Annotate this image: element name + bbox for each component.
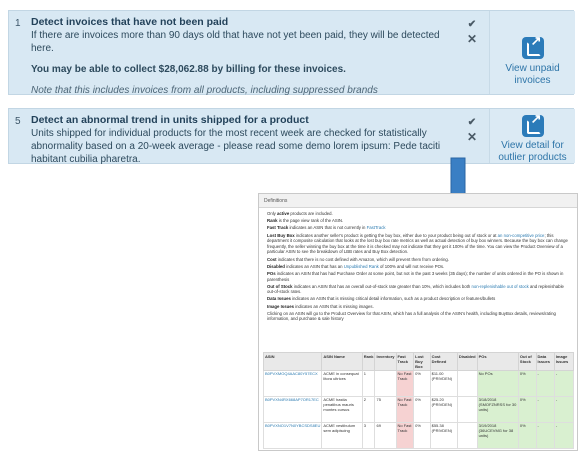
definitions-panel — [258, 193, 578, 451]
table-cell: 0% — [414, 423, 430, 449]
dismiss-icon[interactable]: ✕ — [466, 130, 478, 144]
column-header[interactable]: Fast Track — [396, 353, 414, 371]
table-row — [264, 423, 574, 449]
definition-item: Data Issues indicates an ASIN that is missing critical detail information, such as a product description or features/bullets — [267, 296, 496, 302]
table-cell: ACME in consequat litora ultrices — [322, 371, 362, 397]
suggestion-card-unpaid-invoices — [8, 10, 574, 95]
asin-link[interactable]: B0PVXN4RX668AP7OR17EC — [264, 397, 322, 423]
table-cell: 0% — [518, 371, 536, 397]
table-cell: No Fast Track — [396, 371, 414, 397]
definition-item: POs indicates an ASIN that has had Purchase Order at some point, but not in the past 3 weeks (35 days); the number of units ordered in the PO is shown in parenthesis — [267, 270, 564, 282]
card-number: 5 — [15, 116, 21, 127]
column-header[interactable]: POs — [477, 353, 518, 371]
action-label: View unpaid invoices — [505, 63, 560, 86]
definition-item: Out of Stock indicates an ASIN that has an overall out-of-stock rate greater than 10%, which includes both non-replenishable out of stock and replenishable out-of-stock rates. — [267, 283, 564, 295]
card-title: Detect invoices that have not been paid — [31, 16, 229, 28]
table-cell: 3/19/2018 (36UCEVMG for 38 units) — [477, 423, 518, 449]
asin-link[interactable]: B0PVXMOQ4AAC80Y57ECX — [264, 371, 322, 397]
column-header[interactable]: Inventory — [375, 353, 396, 371]
column-header[interactable]: Lost Buy Box — [414, 353, 430, 371]
definition-item: Clicking on an ASIN will go to the Product Overview for that ASIN, which has a full analysis of the ASIN's health, including BuyBox details, reviews/rating information, and purchase & sale history — [267, 310, 556, 322]
table-cell: 1 — [362, 371, 375, 397]
table-cell — [457, 371, 477, 397]
table-cell: - — [554, 397, 573, 423]
view-outlier-products-button[interactable] — [489, 109, 575, 163]
table-cell: $11.00 (PRIVDEN) — [430, 371, 457, 397]
table-cell: - — [536, 371, 554, 397]
card-number: 1 — [15, 18, 21, 29]
column-header[interactable]: Image Issues — [554, 353, 573, 371]
table-cell — [457, 423, 477, 449]
column-header[interactable]: Out of Stock — [518, 353, 536, 371]
table-cell: 2 — [362, 397, 375, 423]
table-cell: 0% — [414, 397, 430, 423]
view-unpaid-invoices-button[interactable] — [489, 11, 575, 94]
definition-link[interactable]: an non-competitive price — [497, 232, 545, 238]
card-description: If there are invoices more than 90 days old that have not yet been paid, they will be detected here. — [31, 30, 440, 54]
definition-item: Disabled indicates an ASIN that has an Unpublished Rank of 100% and will not receive POs. — [267, 263, 445, 269]
external-link-icon — [522, 37, 544, 59]
table-cell: 3/18/2018 (SMOFZNRSS for 30 units) — [477, 397, 518, 423]
column-header[interactable]: Disabled — [457, 353, 477, 371]
table-cell: No Fast Track — [396, 397, 414, 423]
table-cell: - — [536, 397, 554, 423]
asin-link[interactable]: B0PVXNO1V7N0YBCSDS8EU — [264, 423, 322, 449]
table-cell: - — [554, 423, 573, 449]
table-row — [264, 371, 574, 397]
table-cell: No Fast Track — [396, 423, 414, 449]
table-cell: 0% — [414, 371, 430, 397]
suggestion-card-abnormal-trend — [8, 108, 574, 164]
table-cell: ACME vestibulum sem adipiscing — [322, 423, 362, 449]
table-cell: 69 — [375, 423, 396, 449]
external-link-icon — [522, 115, 544, 137]
table-cell: - — [554, 371, 573, 397]
definition-link[interactable]: FastTrack — [366, 225, 386, 231]
table-cell — [375, 371, 396, 397]
card-title: Detect an abnormal trend in units shipped for a product — [31, 114, 309, 126]
definition-item: Cost indicates that there is no cost defined with Amazon, which will prevent them from ordering. — [267, 256, 450, 262]
card-description: Units shipped for individual products for the most recent week are checked for statistically abnormality based on a 20-week average - please read some demo lorem ipsum: Pede taciti habitant cubilia pharetra. — [31, 128, 441, 165]
definition-link[interactable]: non-replenishable out of stock — [471, 283, 529, 289]
table-cell — [457, 397, 477, 423]
panel-header: Definitions — [259, 194, 577, 208]
column-header[interactable]: Rank — [362, 353, 375, 371]
table-row — [264, 397, 574, 423]
definition-link[interactable]: Unpublished Rank — [343, 263, 379, 269]
column-header[interactable]: ASIN Name — [322, 353, 362, 371]
table-cell: 0% — [518, 423, 536, 449]
check-icon[interactable]: ✔ — [467, 117, 477, 128]
asin-table — [263, 352, 574, 449]
column-header[interactable]: Cost Defined — [430, 353, 457, 371]
table-cell: No POs — [477, 371, 518, 397]
column-header[interactable]: ASIN — [264, 353, 322, 371]
definition-item: Fast Track indicates an ASIN that is not currently in FastTrack — [267, 225, 386, 231]
action-label: View detail for outlier products — [498, 140, 567, 163]
column-header[interactable]: Data Issues — [536, 353, 554, 371]
definition-item: Rank is the page view rank of the ASIN. — [267, 218, 344, 224]
definition-item: Lost Buy Box indicates another seller's product is getting the buy box, either due to your product being out of stock or at an non-competitive price; this department it composite calculation that looks at the lost buy box rate metrics as well as actual detection of buy box winners. Because the buy box can change frequently, the seller winning the buy box at the time it is checked may not indicate that they get it 100% of the time. You can view the Product Overview of a particular ASIN to see the breakdown of LBB rates and Buy Box detection. — [267, 232, 568, 255]
table-cell: - — [536, 423, 554, 449]
definition-item: Image Issues indicates an ASIN that is missing images. — [267, 303, 374, 309]
table-cell: 75 — [375, 397, 396, 423]
check-icon[interactable]: ✔ — [467, 19, 477, 30]
table-cell: 3 — [362, 423, 375, 449]
table-cell: $25.20 (PRIVDEN) — [430, 397, 457, 423]
card-highlight: You may be able to collect $28,062.88 by billing for these invoices. — [31, 64, 346, 75]
definitions-list: Only active products are included. Rank is the page view rank of the ASIN. Fast Track indicates an ASIN that is not currently in FastTrack Lost Buy Box indicates another seller's product is getting the buy box, either due to your product being out of stock or at an non-competitive price; this department it composite calculation that looks at the lost buy box rate metrics as well as actual detection of buy box winners. Because the buy box can change frequently, the seller winning the buy box at the time it is checked may not indicate that they get it 100% of the time. You can view the Product Overview of a particular ASIN to see the breakdown of LBB rates and Buy Box detection. Cost indicates that there is no cost defined with Amazon, which will prevent them from ordering. Disabled indicates an ASIN that has an Unpublished Rank of 100% and will not receive POs. POs indicates an ASIN that has had Purchase Order at some point, but not in the past 3 weeks (35 days); the number of units ordered in the PO is shown in parenthesis Out of Stock indicates an ASIN that has an overall out-of-stock rate greater than 10%, which includes both non-replenishable out of stock and replenishable out-of-stock rates. Data Issues indicates an ASIN that is missing critical detail information, such as a product description or features/bullets Image Issues indicates an ASIN that is missing images. Clicking on an ASIN will go to the Product Overview for that ASIN, which has a full analysis of the ASIN's health, including BuyBox details, reviews/rating information, and purchase & sale history — [259, 208, 577, 322]
table-cell: $55.38 (PRIVDEN) — [430, 423, 457, 449]
card-note: Note that this includes invoices from all products, including suppressed brands — [31, 85, 378, 96]
dismiss-icon[interactable]: ✕ — [466, 32, 478, 46]
table-cell: 0% — [518, 397, 536, 423]
table-cell: ACME hastia penatibus mauris montes cursus — [322, 397, 362, 423]
